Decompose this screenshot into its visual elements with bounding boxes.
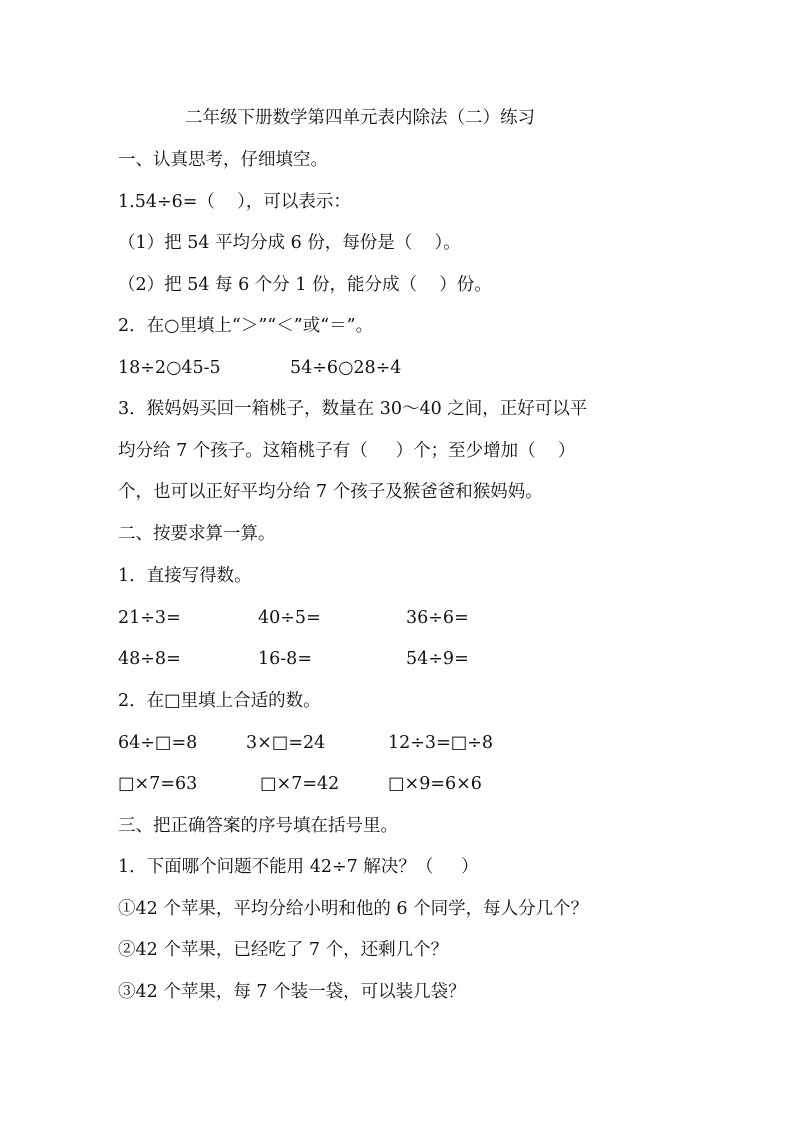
s3-option: ③42 个苹果，每 7 个装一袋，可以装几袋？ xyxy=(118,982,466,1002)
section-1-heading: 一、认真思考，仔细填空。 xyxy=(118,150,328,170)
section-2-heading: 二、按要求算一算。 xyxy=(118,524,276,544)
s1-question-3-line: 3．猴妈妈买回一箱桃子，数量在 30～40 之间，正好可以平 xyxy=(118,399,588,419)
fill-box-item: □×7=63 xyxy=(118,774,198,794)
s2-question-1: 1．直接写得数。 xyxy=(118,566,252,586)
s3-question-1: 1．下面哪个问题不能用 42÷7 解决？（ ） xyxy=(118,857,479,877)
calc-item: 54÷9= xyxy=(406,649,469,669)
calc-item: 16-8= xyxy=(258,649,312,669)
fill-box-item: □×7=42 xyxy=(260,774,340,794)
s2-question-2: 2．在□里填上合适的数。 xyxy=(118,691,321,711)
fill-box-item: 12÷3=□÷8 xyxy=(388,733,494,753)
s1-question-1a: （1）把 54 平均分成 6 份，每份是（ ）。 xyxy=(118,233,461,253)
page-title: 二年级下册数学第四单元表内除法（二）练习 xyxy=(185,108,535,128)
calc-item: 36÷6= xyxy=(406,608,469,628)
calc-item: 48÷8= xyxy=(118,649,181,669)
fill-box-item: □×9=6×6 xyxy=(388,774,482,794)
calc-item: 21÷3= xyxy=(118,608,181,628)
section-3-heading: 三、把正确答案的序号填在括号里。 xyxy=(118,816,398,836)
s3-option: ②42 个苹果，已经吃了 7 个，还剩几个？ xyxy=(118,940,449,960)
fill-box-item: 3×□=24 xyxy=(246,733,326,753)
s3-option: ①42 个苹果，平均分给小明和他的 6 个同学，每人分几个？ xyxy=(118,899,589,919)
s1-question-1b: （2）把 54 每 6 个分 1 份，能分成（ ）份。 xyxy=(118,275,492,295)
s1-question-3-line: 均分给 7 个孩子。这箱桃子有（ ）个；至少增加（ ） xyxy=(118,441,576,461)
calc-item: 40÷5= xyxy=(258,608,321,628)
compare-item: 54÷6○28÷4 xyxy=(290,358,402,378)
s1-question-1: 1.54÷6=（ ），可以表示： xyxy=(118,192,351,212)
s1-question-3-line: 个，也可以正好平均分给 7 个孩子及猴爸爸和猴妈妈。 xyxy=(118,482,543,502)
compare-item: 18÷2○45-5 xyxy=(118,358,221,378)
fill-box-item: 64÷□=8 xyxy=(118,733,198,753)
s1-question-2: 2．在○里填上“＞”“＜”或“＝”。 xyxy=(118,316,374,336)
